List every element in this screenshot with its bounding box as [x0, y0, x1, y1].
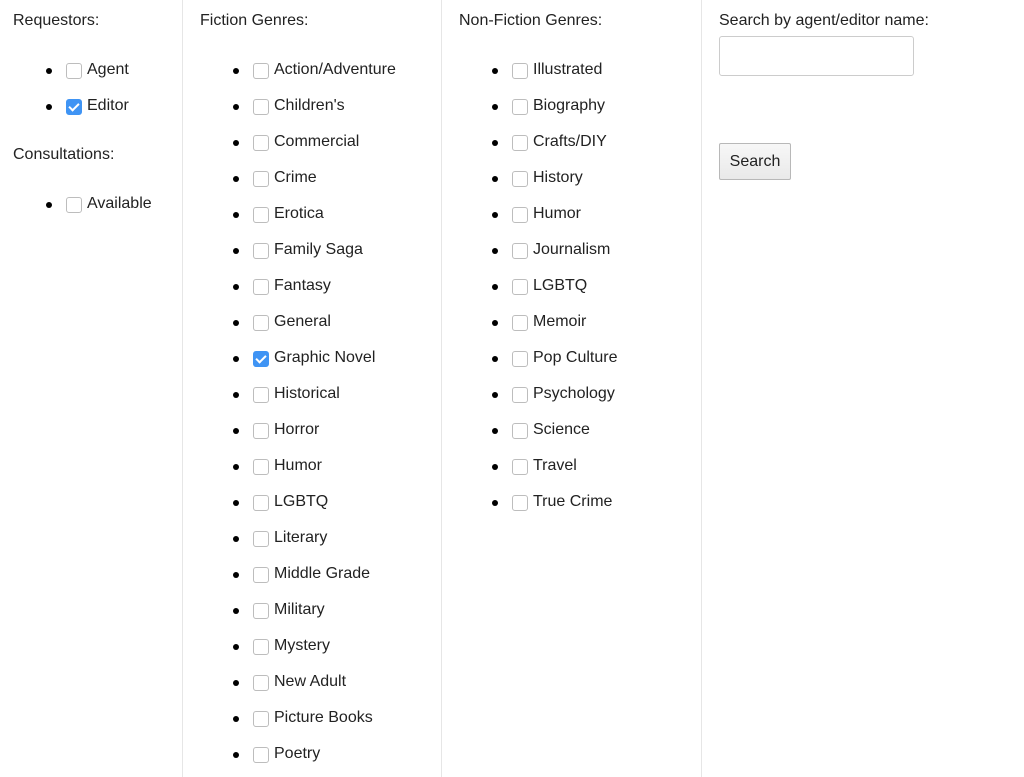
fiction-label-action-adventure[interactable]: Action/Adventure	[274, 61, 396, 78]
nonfiction-checkbox-crafts-diy[interactable]	[512, 135, 528, 151]
nonfiction-label-travel[interactable]: Travel	[533, 457, 577, 474]
nonfiction-checkbox-biography[interactable]	[512, 99, 528, 115]
fiction-checkbox-lgbtq[interactable]	[253, 495, 269, 511]
fiction-checkbox-new-adult[interactable]	[253, 675, 269, 691]
nonfiction-checkbox-psychology[interactable]	[512, 387, 528, 403]
nonfiction-checkbox-pop-culture[interactable]	[512, 351, 528, 367]
bullet-icon	[233, 428, 239, 434]
nonfiction-label-biography[interactable]: Biography	[533, 97, 606, 114]
bullet-icon	[492, 500, 498, 506]
nonfiction-checkbox-travel[interactable]	[512, 459, 528, 475]
nonfiction-genres-heading: Non-Fiction Genres:	[459, 12, 603, 29]
bullet-icon	[233, 464, 239, 470]
fiction-label-commercial[interactable]: Commercial	[274, 133, 360, 150]
nonfiction-label-science[interactable]: Science	[533, 421, 590, 438]
fiction-checkbox-humor[interactable]	[253, 459, 269, 475]
fiction-label-graphic-novel[interactable]: Graphic Novel	[274, 349, 376, 366]
nonfiction-label-psychology[interactable]: Psychology	[533, 385, 615, 402]
bullet-icon	[233, 500, 239, 506]
bullet-icon	[233, 104, 239, 110]
fiction-checkbox-erotica[interactable]	[253, 207, 269, 223]
fiction-label-historical[interactable]: Historical	[274, 385, 340, 402]
fiction-checkbox-crime[interactable]	[253, 171, 269, 187]
search-button[interactable]: Search	[719, 143, 791, 180]
bullet-icon	[492, 176, 498, 182]
agent-editor-name-input[interactable]	[719, 36, 914, 76]
requestors-column	[0, 0, 182, 777]
requestors-checkbox-editor[interactable]	[66, 99, 82, 115]
bullet-icon	[492, 104, 498, 110]
bullet-icon	[492, 392, 498, 398]
fiction-checkbox-action-adventure[interactable]	[253, 63, 269, 79]
fiction-label-mystery[interactable]: Mystery	[274, 637, 330, 654]
bullet-icon	[492, 428, 498, 434]
fiction-label-lgbtq[interactable]: LGBTQ	[274, 493, 329, 510]
bullet-icon	[492, 212, 498, 218]
bullet-icon	[492, 284, 498, 290]
nonfiction-checkbox-science[interactable]	[512, 423, 528, 439]
nonfiction-checkbox-lgbtq[interactable]	[512, 279, 528, 295]
bullet-icon	[233, 212, 239, 218]
nonfiction-checkbox-illustrated[interactable]	[512, 63, 528, 79]
fiction-checkbox-literary[interactable]	[253, 531, 269, 547]
nonfiction-checkbox-history[interactable]	[512, 171, 528, 187]
nonfiction-label-pop-culture[interactable]: Pop Culture	[533, 349, 618, 366]
bullet-icon	[233, 644, 239, 650]
bullet-icon	[233, 140, 239, 146]
consultations-checkbox-available[interactable]	[66, 197, 82, 213]
fiction-checkbox-general[interactable]	[253, 315, 269, 331]
bullet-icon	[492, 248, 498, 254]
fiction-checkbox-family-saga[interactable]	[253, 243, 269, 259]
fiction-checkbox-historical[interactable]	[253, 387, 269, 403]
fiction-label-military[interactable]: Military	[274, 601, 325, 618]
bullet-icon	[233, 680, 239, 686]
fiction-label-new-adult[interactable]: New Adult	[274, 673, 347, 690]
bullet-icon	[233, 536, 239, 542]
consultations-label-available[interactable]: Available	[87, 195, 152, 212]
bullet-icon	[233, 572, 239, 578]
nonfiction-checkbox-true-crime[interactable]	[512, 495, 528, 511]
bullet-icon	[492, 68, 498, 74]
bullet-icon	[46, 202, 52, 208]
bullet-icon	[233, 176, 239, 182]
requestors-checkbox-agent[interactable]	[66, 63, 82, 79]
fiction-label-horror[interactable]: Horror	[274, 421, 320, 438]
fiction-checkbox-children-s[interactable]	[253, 99, 269, 115]
nonfiction-checkbox-journalism[interactable]	[512, 243, 528, 259]
bullet-icon	[233, 248, 239, 254]
bullet-icon	[233, 320, 239, 326]
requestors-label-editor[interactable]: Editor	[87, 97, 129, 114]
fiction-label-erotica[interactable]: Erotica	[274, 205, 324, 222]
fiction-label-family-saga[interactable]: Family Saga	[274, 241, 363, 258]
bullet-icon	[492, 320, 498, 326]
nonfiction-label-memoir[interactable]: Memoir	[533, 313, 587, 330]
bullet-icon	[233, 716, 239, 722]
bullet-icon	[233, 68, 239, 74]
bullet-icon	[46, 104, 52, 110]
nonfiction-label-journalism[interactable]: Journalism	[533, 241, 611, 258]
fiction-label-children-s[interactable]: Children's	[274, 97, 345, 114]
nonfiction-label-illustrated[interactable]: Illustrated	[533, 61, 603, 78]
fiction-genres-heading: Fiction Genres:	[200, 12, 309, 29]
fiction-label-literary[interactable]: Literary	[274, 529, 328, 546]
search-heading: Search by agent/editor name:	[719, 12, 929, 29]
fiction-checkbox-horror[interactable]	[253, 423, 269, 439]
nonfiction-label-lgbtq[interactable]: LGBTQ	[533, 277, 588, 294]
consultations-heading: Consultations:	[13, 146, 115, 163]
fiction-label-crime[interactable]: Crime	[274, 169, 317, 186]
bullet-icon	[233, 356, 239, 362]
fiction-checkbox-military[interactable]	[253, 603, 269, 619]
fiction-label-humor[interactable]: Humor	[274, 457, 323, 474]
fiction-label-picture-books[interactable]: Picture Books	[274, 709, 373, 726]
bullet-icon	[233, 392, 239, 398]
bullet-icon	[233, 284, 239, 290]
requestors-heading: Requestors:	[13, 12, 100, 29]
nonfiction-checkbox-memoir[interactable]	[512, 315, 528, 331]
nonfiction-label-humor[interactable]: Humor	[533, 205, 582, 222]
fiction-label-fantasy[interactable]: Fantasy	[274, 277, 331, 294]
fiction-genres-column	[182, 0, 442, 777]
fiction-checkbox-picture-books[interactable]	[253, 711, 269, 727]
fiction-label-general[interactable]: General	[274, 313, 331, 330]
bullet-icon	[492, 464, 498, 470]
bullet-icon	[233, 608, 239, 614]
requestors-label-agent[interactable]: Agent	[87, 61, 129, 78]
fiction-checkbox-mystery[interactable]	[253, 639, 269, 655]
nonfiction-label-history[interactable]: History	[533, 169, 583, 186]
fiction-label-middle-grade[interactable]: Middle Grade	[274, 565, 371, 582]
fiction-checkbox-middle-grade[interactable]	[253, 567, 269, 583]
fiction-checkbox-fantasy[interactable]	[253, 279, 269, 295]
fiction-checkbox-commercial[interactable]	[253, 135, 269, 151]
nonfiction-label-true-crime[interactable]: True Crime	[533, 493, 613, 510]
fiction-checkbox-graphic-novel[interactable]	[253, 351, 269, 367]
nonfiction-label-crafts-diy[interactable]: Crafts/DIY	[533, 133, 607, 150]
fiction-label-poetry[interactable]: Poetry	[274, 745, 321, 762]
nonfiction-checkbox-humor[interactable]	[512, 207, 528, 223]
bullet-icon	[492, 356, 498, 362]
search-column	[701, 0, 1024, 777]
bullet-icon	[492, 140, 498, 146]
nonfiction-genres-column	[441, 0, 701, 777]
bullet-icon	[46, 68, 52, 74]
bullet-icon	[233, 752, 239, 758]
fiction-checkbox-poetry[interactable]	[253, 747, 269, 763]
